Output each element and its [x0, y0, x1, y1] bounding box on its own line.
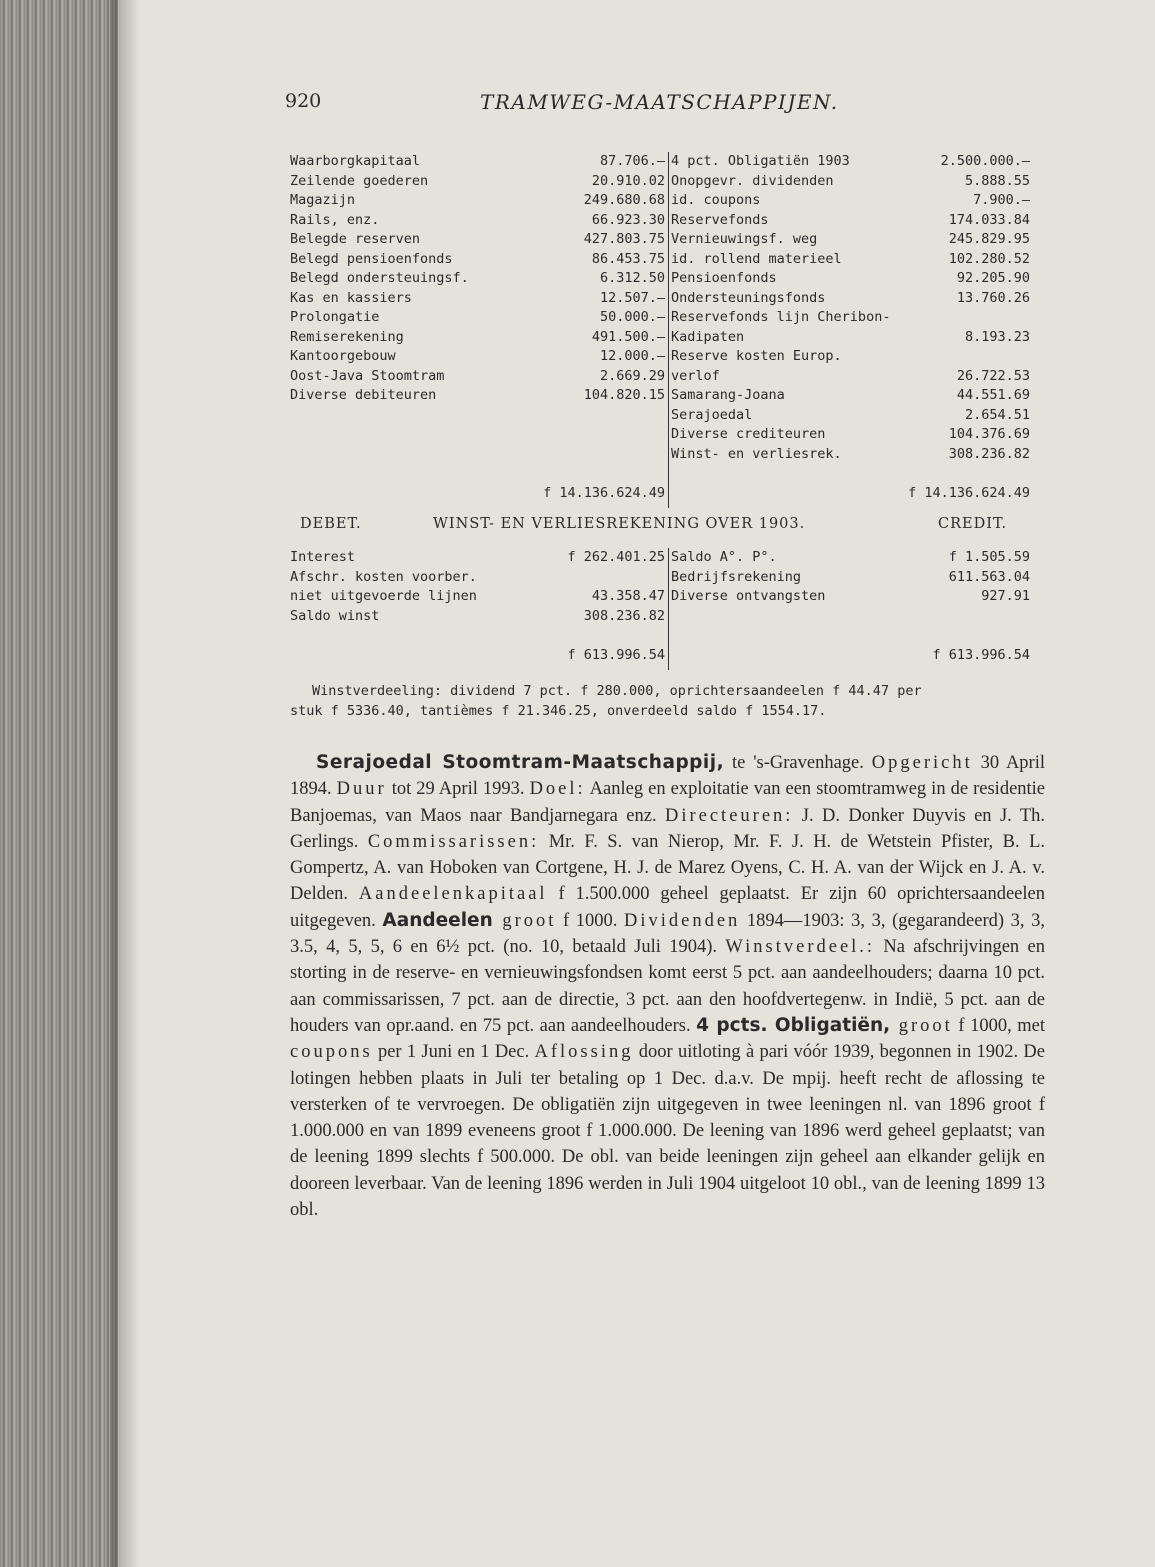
duur-value: tot 29 April 1993. — [386, 779, 530, 800]
balance-left-label: Magazijn — [290, 192, 356, 208]
balance-row — [290, 445, 1040, 465]
obligatien-label: 4 pcts. Obligatiën, — [696, 1014, 891, 1036]
pl-row — [290, 587, 1050, 607]
commissarissen-label: Commissarissen: — [367, 831, 540, 852]
pl-row — [290, 568, 1050, 588]
credit-label: CREDIT. — [938, 516, 1008, 532]
balance-row — [290, 328, 1040, 348]
balance-total-right: f 14.136.624.49 — [908, 485, 1030, 501]
kapitaal-value: f 1.500.000 geheel geplaatst. Er zijn 60 oprichtersaandeelen uitgegeven. — [290, 884, 1045, 931]
balance-column-divider — [668, 289, 669, 309]
distribution-line-2: stuk f 5336.40, tantièmes f 21.346.25, onverdeeld saldo f 1554.17. — [290, 703, 827, 719]
balance-row — [290, 172, 1040, 192]
obligatien-value: f 1000, met — [952, 1015, 1046, 1036]
coupons-label: coupons — [290, 1042, 373, 1063]
balance-right-label: Kadipaten — [671, 328, 745, 345]
pl-left-label: Interest — [290, 549, 356, 565]
pl-column-divider — [668, 587, 669, 607]
balance-right-label: Samarang-Joana — [671, 387, 785, 403]
balance-row — [290, 406, 1040, 426]
balance-left-value: 87.706.— — [599, 153, 665, 169]
pl-row — [290, 548, 1050, 568]
pl-total-row — [290, 626, 1050, 670]
aflossing-value: door uitloting à pari vóór 1939, begonnen in 1902. De lotingen hebben plaats in Juli ter betaling op 1 Dec. d.a.v. De mpij. heeft recht de aflossing te versterken of te vervroegen. De obligatiën zijn uitgegeven in twee leeningen nl. van 1896 groot f 1.000.000 en van 1899 eveneens groot f 1.000.000. De leening van 1896 werd geheel geplaatst; van de leening 1899 slechts f 500.000. De obl. van beide leeningen zijn geheel aan elkander gelijk en dooreen leverbaar. Van de leening 1896 werden in Juli 1904 uitgeloot 10 obl., van de leening 1899 13 obl. — [290, 1042, 1045, 1221]
balance-total-left: f 14.136.624.49 — [543, 485, 665, 501]
balance-left-value: 249.680.68 — [583, 192, 665, 208]
groot-label: groot — [492, 910, 557, 931]
balance-column-divider — [668, 152, 669, 172]
pl-column-divider — [668, 568, 669, 588]
balance-right-value: 8.193.23 — [964, 328, 1030, 345]
balance-right-value: 44.551.69 — [956, 387, 1030, 403]
balance-column-divider — [668, 308, 669, 328]
aflossing-label: Aflossing — [534, 1042, 634, 1063]
pl-left-label: niet uitgevoerde lijnen — [290, 588, 477, 604]
balance-right-value: 5.888.55 — [964, 172, 1030, 189]
balance-left-value: 2.669.29 — [599, 367, 665, 384]
balance-right-label: Onopgevr. dividenden — [671, 172, 834, 189]
commissarissen-value: Mr. F. S. van Nierop, Mr. F. J. H. de Wetstein Pfister, B. L. Gompertz, A. van Hoboken van Cortgene, H. J. de Marez Oyens, C. H. A. van der Wijck en J. A. v. Delden. — [290, 831, 1045, 905]
balance-left-label: Prolongatie — [290, 309, 380, 325]
profit-loss-account — [290, 548, 1050, 670]
balance-right-label: 4 pct. Obligatiën 1903 — [671, 153, 850, 169]
balance-row — [290, 425, 1040, 445]
balance-left-label: Remiserekening — [290, 328, 404, 345]
balance-sheet — [290, 152, 1040, 508]
balance-left-label: Belegd ondersteuingsf. — [290, 270, 469, 286]
directeuren-value: J. D. Donker Duyvis en J. Th. Gerlings. — [290, 805, 1045, 852]
groot2-label: groot — [890, 1015, 953, 1036]
page-number: 920 — [285, 90, 322, 112]
balance-column-divider — [668, 367, 669, 387]
balance-left-value: 427.803.75 — [583, 231, 665, 247]
balance-row — [290, 250, 1040, 270]
balance-row — [290, 308, 1040, 328]
pl-total-left: f 613.996.54 — [567, 647, 665, 663]
opgericht-value: 30 April 1894. — [290, 753, 1045, 800]
aandeelen-label: Aandeelen — [382, 909, 493, 931]
balance-right-label: Reservefonds — [671, 211, 769, 228]
balance-right-label: Vernieuwingsf. weg — [671, 231, 818, 247]
pl-title: WINST- EN VERLIESREKENING OVER 1903. — [433, 516, 806, 532]
balance-column-divider — [668, 250, 669, 270]
balance-right-value: 174.033.84 — [948, 211, 1030, 228]
balance-left-value: 86.453.75 — [591, 250, 665, 267]
balance-right-label: Reservefonds lijn Cheribon- — [671, 309, 891, 325]
pl-right-label: Bedrijfsrekening — [671, 568, 802, 585]
doel-label: Doel: — [529, 779, 586, 800]
balance-row — [290, 211, 1040, 231]
balance-left-label: Zeilende goederen — [290, 172, 429, 189]
balance-right-label: Pensioenfonds — [671, 270, 777, 286]
company-name: Serajoedal Stoomtram-Maatschappij, — [316, 752, 725, 773]
balance-column-divider — [668, 425, 669, 445]
balance-left-value: 6.312.50 — [599, 270, 665, 286]
pl-column-divider — [668, 626, 669, 670]
balance-row — [290, 347, 1040, 367]
balance-row — [290, 152, 1040, 172]
balance-left-value: 12.507.— — [599, 289, 665, 306]
balance-right-value: 245.829.95 — [948, 231, 1030, 247]
balance-left-label: Belegd pensioenfonds — [290, 250, 453, 267]
balance-column-divider — [668, 328, 669, 348]
balance-left-value: 66.923.30 — [591, 211, 665, 228]
balance-right-value: 2.654.51 — [964, 406, 1030, 423]
winstverdeel-label: Winstverdeel.: — [725, 937, 876, 958]
balance-right-label: verlof — [671, 367, 720, 384]
profit-distribution — [290, 681, 1050, 721]
kapitaal-label: Aandeelenkapitaal — [358, 884, 548, 905]
balance-left-value: 12.000.— — [599, 348, 665, 364]
balance-left-label: Waarborgkapitaal — [290, 153, 421, 169]
pl-right-value: 611.563.04 — [948, 568, 1030, 585]
company-description — [290, 750, 1045, 1223]
aandeelen-value: f 1000. — [556, 910, 624, 931]
balance-left-value: 20.910.02 — [591, 172, 665, 189]
pl-left-label: Saldo winst — [290, 607, 380, 624]
pl-row — [290, 607, 1050, 627]
balance-column-divider — [668, 464, 669, 508]
balance-total-row — [290, 464, 1040, 508]
balance-right-value: 308.236.82 — [948, 445, 1030, 462]
balance-left-value: 50.000.— — [599, 309, 665, 325]
dividenden-label: Dividenden — [624, 910, 741, 931]
balance-right-value: 102.280.52 — [948, 250, 1030, 267]
pl-right-value: f 1.505.59 — [948, 549, 1030, 565]
balance-right-value: 7.900.— — [973, 192, 1030, 208]
distribution-line-1: Winstverdeeling: dividend 7 pct. f 280.000, oprichtersaandeelen f 44.47 per — [312, 683, 922, 699]
pl-left-value: f 262.401.25 — [567, 549, 665, 565]
running-title: TRAMWEG-MAATSCHAPPIJEN. — [480, 90, 839, 114]
balance-row — [290, 289, 1040, 309]
balance-left-value: 491.500.— — [591, 328, 665, 345]
pl-left-label: Afschr. kosten voorber. — [290, 568, 477, 585]
balance-column-divider — [668, 172, 669, 192]
balance-right-value: 92.205.90 — [956, 270, 1030, 286]
balance-right-label: Serajoedal — [671, 406, 753, 423]
dividenden-value: 1894—1903: 3, 3, (gegarandeerd) 3, 3, 3.5, 4, 5, 5, 6 en 6½ pct. (no. 10, betaald Juli 1904). — [290, 910, 1045, 958]
pl-column-divider — [668, 548, 669, 568]
book-page — [135, 0, 1155, 1567]
balance-left-label: Oost-Java Stoomtram — [290, 367, 445, 384]
pl-left-value: 43.358.47 — [591, 588, 665, 604]
balance-right-value: 13.760.26 — [956, 289, 1030, 306]
pl-right-label: Diverse ontvangsten — [671, 588, 826, 604]
pl-left-value: 308.236.82 — [583, 607, 665, 624]
duur-label: Duur — [336, 779, 387, 800]
debet-label: DEBET. — [300, 516, 362, 532]
balance-column-divider — [668, 406, 669, 426]
balance-row — [290, 386, 1040, 406]
balance-right-label: Reserve kosten Europ. — [671, 348, 842, 364]
page-header — [285, 90, 1045, 120]
balance-column-divider — [668, 191, 669, 211]
directeuren-label: Directeuren: — [664, 805, 794, 826]
doel-value: Aanleg en exploitatie van een stoomtramweg in de residentie Banjoemas, van Maos naar Bandjarnegara enz. — [290, 779, 1046, 826]
balance-right-label: Winst- en verliesrek. — [671, 445, 842, 462]
pl-column-divider — [668, 607, 669, 627]
pl-total-right: f 613.996.54 — [932, 647, 1030, 663]
balance-right-label: id. coupons — [671, 192, 761, 208]
pl-right-value: 927.91 — [981, 588, 1030, 604]
balance-row — [290, 191, 1040, 211]
balance-left-label: Rails, enz. — [290, 211, 380, 228]
balance-left-label: Kantoorgebouw — [290, 348, 396, 364]
balance-right-value: 2.500.000.— — [940, 153, 1030, 169]
opgericht-label: Opgericht — [871, 753, 973, 773]
book-page-edges — [0, 0, 118, 1567]
winstverdeel-value: Na afschrijvingen en storting in de reserve- en vernieuwingsfondsen komt eerst 5 pct. aan aandeelhouders; daarna 10 pct. aan commissarissen, 7 pct. aan de directie, 3 pct. aan den hoofdvertegenw. in Indië, 5 pct. aan de houders van opr.aand. en 75 pct. aan aandeelhouders. — [290, 937, 1046, 1036]
balance-row — [290, 230, 1040, 250]
balance-right-label: Diverse crediteuren — [671, 426, 826, 442]
balance-right-label: Ondersteuningsfonds — [671, 289, 826, 306]
balance-left-value: 104.820.15 — [583, 387, 665, 403]
balance-column-divider — [668, 445, 669, 465]
balance-left-label: Belegde reserven — [290, 231, 421, 247]
balance-row — [290, 269, 1040, 289]
balance-right-value: 26.722.53 — [956, 367, 1030, 384]
balance-left-label: Kas en kassiers — [290, 289, 412, 306]
balance-right-value: 104.376.69 — [948, 426, 1030, 442]
balance-row — [290, 367, 1040, 387]
balance-column-divider — [668, 386, 669, 406]
balance-left-label: Diverse debiteuren — [290, 387, 437, 403]
balance-column-divider — [668, 230, 669, 250]
company-place: te 's-Gravenhage. — [724, 753, 872, 773]
balance-right-label: id. rollend materieel — [671, 250, 842, 267]
balance-column-divider — [668, 211, 669, 231]
pl-right-label: Saldo A°. P°. — [671, 549, 777, 565]
balance-column-divider — [668, 269, 669, 289]
balance-column-divider — [668, 347, 669, 367]
coupons-value: per 1 Juni en 1 Dec. — [372, 1042, 535, 1063]
